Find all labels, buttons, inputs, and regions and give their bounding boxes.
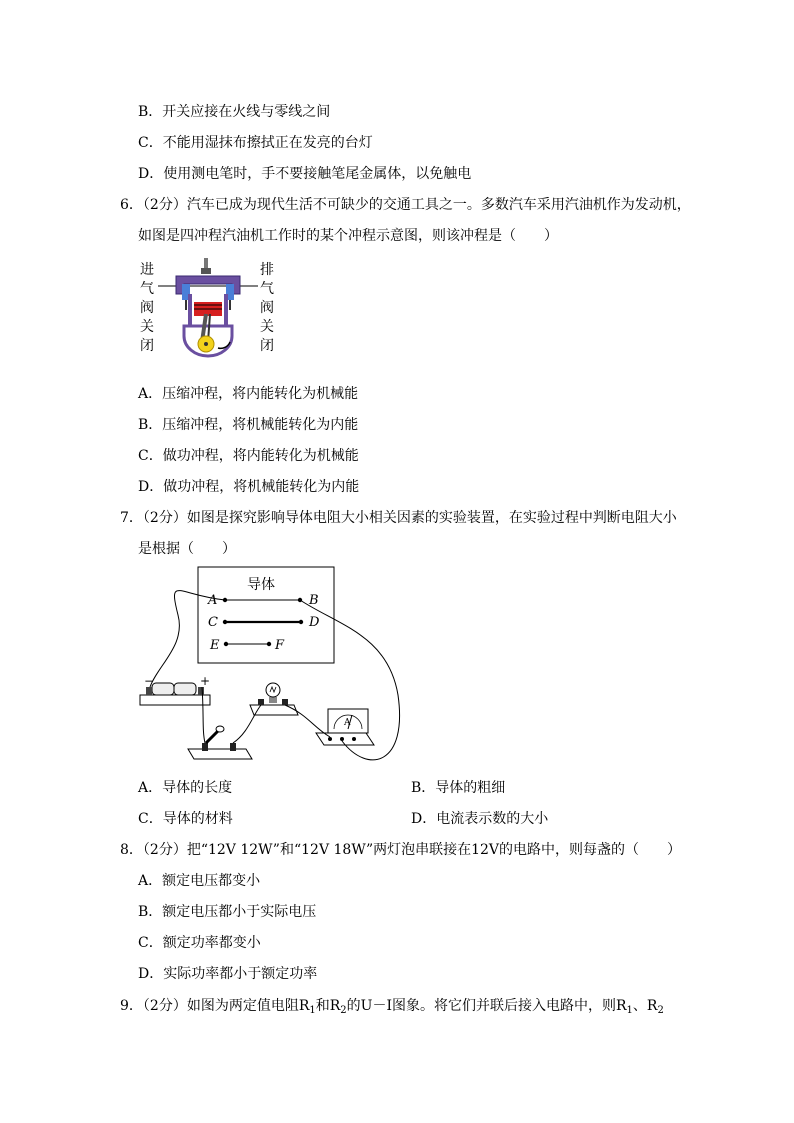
engine-diagram <box>138 258 278 358</box>
terminal-e-label: E <box>210 638 220 653</box>
q6-option-d: D．做功冲程，将机械能转化为内能 <box>138 479 360 495</box>
q7-option-c: C．导体的材料 <box>138 811 233 827</box>
q9-stem-part3: 的U－I图象。将它们并联后接入电路中，则R <box>346 998 627 1014</box>
left-label-2: 阀 <box>140 300 154 316</box>
q8-option-c: C．额定功率都变小 <box>138 935 261 951</box>
q9-stem-part1: 9．（2分）如图为两定值电阻R <box>120 998 310 1014</box>
q6-option-c: C．做功冲程，将内能转化为机械能 <box>138 448 359 464</box>
q6-option-b: B．压缩冲程，将机械能转化为内能 <box>138 417 359 433</box>
q8-option-b: B．额定电压都小于实际电压 <box>138 904 317 920</box>
terminal-c-label: C <box>208 615 218 630</box>
battery-plus: + <box>200 674 211 688</box>
right-label-2: 阀 <box>260 300 274 316</box>
ammeter-symbol: A <box>344 718 351 728</box>
q9-sub4: 2 <box>657 1005 664 1016</box>
terminal-f-label: F <box>275 638 285 653</box>
q9-sub1: 1 <box>309 1005 316 1016</box>
circuit-diagram <box>138 565 418 775</box>
q7-option-a: A．导体的长度 <box>138 780 233 796</box>
q5-option-c: C．不能用湿抹布擦拭正在发亮的台灯 <box>138 135 373 151</box>
board-title: 导体 <box>247 577 275 593</box>
terminal-a-label: A <box>208 593 218 608</box>
q9-sub3: 1 <box>626 1005 633 1016</box>
q7-stem-line2: 是根据（ ） <box>138 541 236 557</box>
right-label-0: 排 <box>260 262 274 278</box>
battery-minus: − <box>144 674 155 688</box>
terminal-d-label: D <box>309 615 320 630</box>
q9-stem-part2: 和R <box>315 998 341 1014</box>
q5-option-d: D．使用测电笔时，手不要接触笔尾金属体，以免触电 <box>138 166 472 182</box>
q9-stem <box>120 996 664 1021</box>
q6-option-a: A．压缩冲程，将内能转化为机械能 <box>138 386 359 402</box>
left-label-0: 进 <box>140 262 154 278</box>
left-label-4: 闭 <box>140 338 154 354</box>
q7-option-d: D．电流表示数的大小 <box>411 811 549 827</box>
q8-option-d: D．实际功率都小于额定功率 <box>138 966 318 982</box>
q7-stem-line1: 7．（2分）如图是探究影响导体电阻大小相关因素的实验装置，在实验过程中判断电阻大小 <box>120 510 677 526</box>
q5-option-b: B．开关应接在火线与零线之间 <box>138 104 331 120</box>
right-label-3: 关 <box>260 319 274 335</box>
q8-stem: 8．（2分）把“12V 12W”和“12V 18W”两灯泡串联接在12V的电路中，则每盏的（ ） <box>120 842 682 858</box>
right-label-4: 闭 <box>260 338 274 354</box>
left-label-1: 气 <box>140 281 154 297</box>
left-label-3: 关 <box>140 319 154 335</box>
terminal-b-label: B <box>309 593 319 608</box>
q6-stem-line2: 如图是四冲程汽油机工作时的某个冲程示意图，则该冲程是（ ） <box>138 228 558 244</box>
q8-option-a: A．额定电压都变小 <box>138 873 261 889</box>
q7-option-b: B．导体的粗细 <box>411 780 506 796</box>
right-label-1: 气 <box>260 281 274 297</box>
q6-stem-line1: 6．（2分）汽车已成为现代生活不可缺少的交通工具之一。多数汽车采用汽油机作为发动机， <box>120 197 691 213</box>
q9-stem-part4: 、R <box>632 998 658 1014</box>
q9-sub2: 2 <box>340 1005 347 1016</box>
